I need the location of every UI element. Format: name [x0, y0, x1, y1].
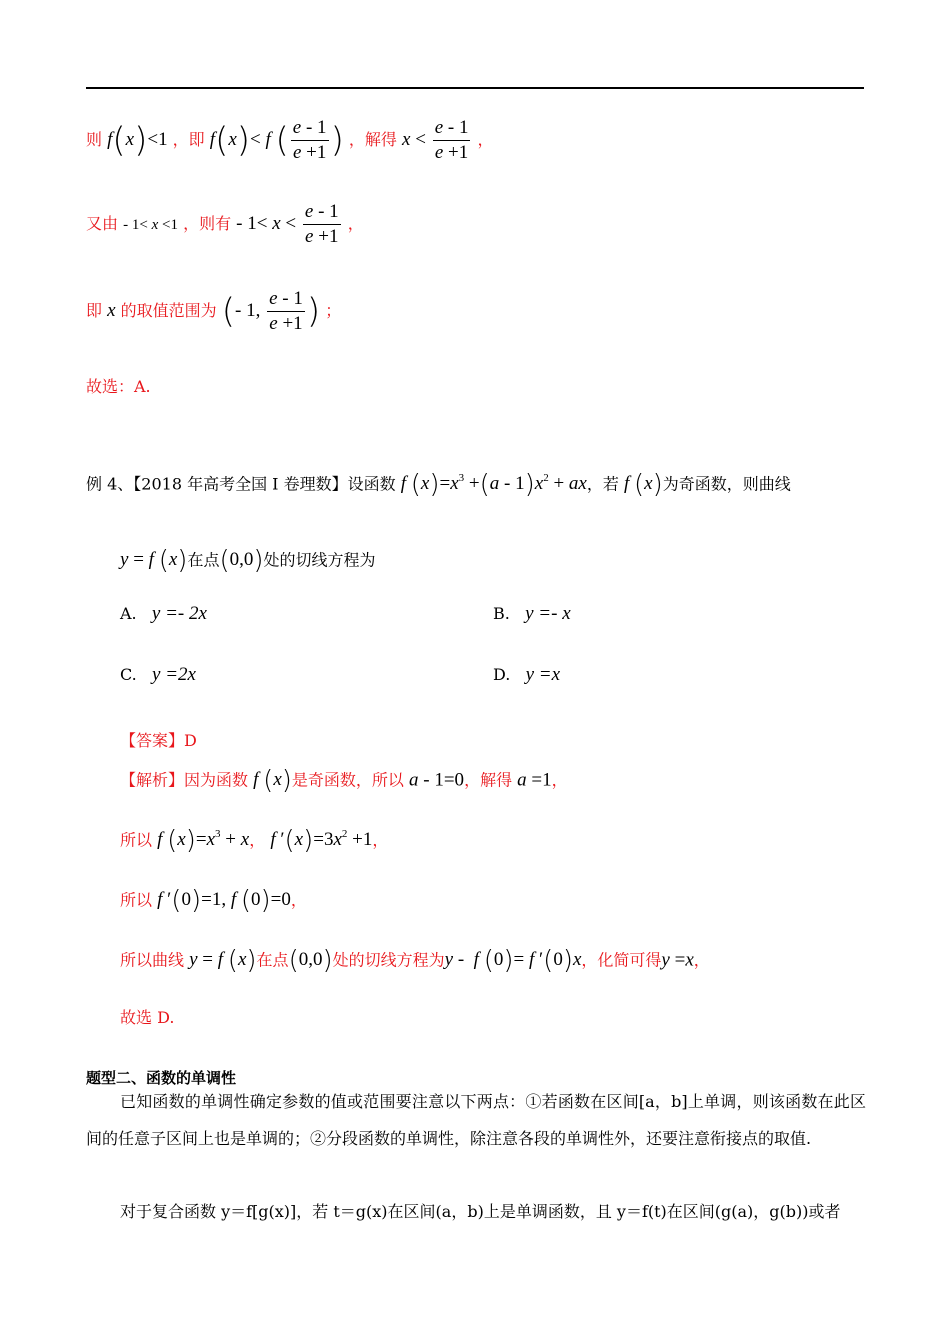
analysis-text: ， — [372, 830, 389, 850]
math-y-eq-x: y =x — [661, 949, 694, 971]
option-c — [120, 664, 196, 686]
answer-value: D — [184, 731, 197, 750]
analysis-text: ， — [693, 950, 710, 970]
math-fx-lt-1: f(x)<1 — [107, 120, 168, 161]
stem-text: 为奇函数，则曲线 — [662, 474, 791, 494]
math-values-at-0: f ′(0)=1, f (0)=0 — [157, 886, 291, 916]
option-expr: y =2x — [152, 664, 196, 685]
math-tangent-eq: y - f (0)= f ′(0)x — [444, 946, 582, 976]
text-ji: ，即 — [172, 129, 205, 149]
analysis-text: 处的切线方程为 — [332, 950, 445, 970]
option-letter: C. — [120, 665, 137, 684]
example-source: 【2018 年高考全国 I 卷理数】 — [133, 474, 348, 494]
math-fx: f (x) — [253, 766, 292, 796]
math-fx-expr: f $(x)=x^3 + x$ — [157, 826, 250, 856]
stem-text: ，若 — [586, 474, 619, 494]
solution-line-1 — [86, 116, 494, 165]
stem-text: 设函数 — [347, 474, 396, 494]
math-curve: y = f (x) — [189, 946, 257, 976]
example-label: 例 4、 — [86, 474, 134, 494]
analysis-text: ， — [249, 830, 266, 850]
math-fx-lt-f-frac: f(x)< f ( $\frac{e - 1}{e +1}$ ) — [209, 117, 344, 163]
math-a-eq-1: a =1 — [517, 769, 552, 791]
solution-line-2 — [86, 200, 364, 249]
section-title: 题型二、函数的单调性 — [86, 1069, 237, 1087]
analysis-line-3 — [120, 886, 307, 916]
analysis-text: 因为函数 — [184, 770, 249, 790]
text-ze: 则 — [86, 129, 103, 149]
math-x-lt-frac: x < $\frac{e - 1}{e +1}$ — [402, 117, 469, 163]
option-letter: D. — [493, 665, 511, 684]
analysis-text: 在点 — [256, 950, 289, 970]
stem-text: 处的切线方程为 — [263, 550, 376, 570]
comma: ， — [347, 213, 364, 233]
math-range-1: - 1< x <1 — [123, 216, 178, 233]
math-fprime-expr: f $'(x)=3x^2 +1$ — [270, 826, 373, 856]
example-4-stem — [86, 470, 791, 500]
solution-line-3 — [86, 287, 341, 336]
analysis-text: 是奇函数，所以 — [291, 770, 404, 790]
option-b — [493, 603, 571, 625]
math-x: x — [107, 299, 116, 321]
analysis-text: 所以 — [120, 830, 153, 850]
answer-line — [120, 728, 197, 751]
section-paragraph-1: 已知函数的单调性确定参数的值或范围要注意以下两点：①若函数在区间[a，b]上单调，则该函数在此区间的任意子区间上也是单调的；②分段函数的单调性，除注意各段的单调性外，还要注意衔接点的取值. — [86, 1092, 866, 1148]
comma: ， — [477, 129, 494, 149]
choose-a: 故选：A. — [86, 377, 151, 396]
text-jiede: ，解得 — [348, 129, 397, 149]
answer-label: 【答案】 — [120, 731, 185, 750]
math-interval: (- 1, $\frac{e - 1}{e +1}$ ) — [221, 288, 321, 334]
math-point: (0,0) — [219, 546, 264, 576]
math-a-minus-1: a - 1=0 — [409, 769, 465, 791]
option-d — [493, 664, 560, 686]
text-youyou: 又由 — [86, 213, 119, 233]
semicolon: ； — [325, 300, 342, 320]
math-curve: y = f (x) — [120, 546, 188, 576]
stem-text: 在点 — [187, 550, 220, 570]
analysis-text: 所以曲线 — [120, 950, 185, 970]
option-expr: y =- 2x — [151, 603, 207, 624]
section-paragraph-2: 对于复合函数 y＝f[g(x)]，若 t＝g(x)在区间(a，b)上是单调函数，且 y＝f(t)在区间(g(a)，g(b))或者 — [120, 1202, 841, 1221]
option-letter: B. — [493, 604, 510, 623]
text-ji: 即 — [86, 300, 103, 320]
option-expr: y =x — [525, 664, 561, 685]
math-range-2: - 1< x < $\frac{e - 1}{e +1}$ — [236, 201, 339, 247]
analysis-label: 【解析】 — [120, 770, 185, 790]
option-expr: y =- x — [525, 603, 571, 624]
analysis-line-4 — [120, 946, 710, 976]
text-range: 的取值范围为 — [120, 300, 217, 320]
analysis-text: ， — [551, 770, 568, 790]
analysis-conclude: 故选 D. — [120, 1008, 175, 1027]
analysis-text: ， — [290, 890, 307, 910]
analysis-text: ，解得 — [464, 770, 513, 790]
analysis-text: 所以 — [120, 890, 153, 910]
math-point: (0,0) — [288, 946, 333, 976]
example-4-stem-2 — [120, 546, 376, 576]
header-rule — [86, 87, 864, 89]
option-a — [120, 603, 207, 625]
analysis-line-2 — [120, 826, 388, 856]
option-letter: A. — [120, 604, 137, 623]
text-zeyou: ，则有 — [183, 213, 232, 233]
analysis-line-1 — [120, 766, 568, 796]
math-function-def: f $(x)=x^3 +(a - 1)x^2$ + ax — [400, 470, 587, 500]
analysis-text: ，化简可得 — [581, 950, 662, 970]
math-fx: f (x) — [623, 470, 663, 500]
